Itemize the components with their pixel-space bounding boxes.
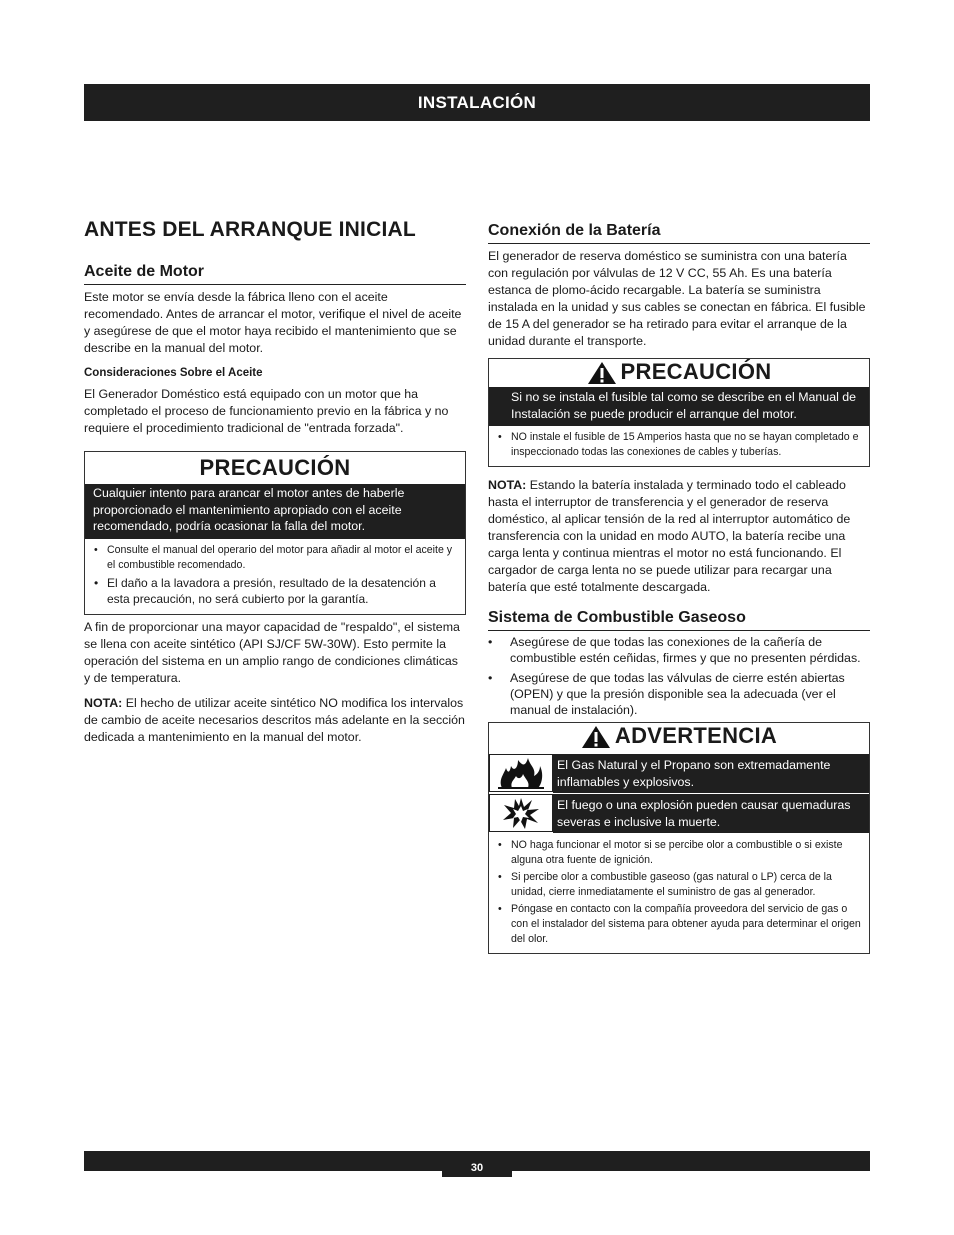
- hazard-row: [489, 753, 869, 793]
- list-item: • Asegúrese de que todas las conexiones de la cañería de combustible estén ceñidas, firmes y que no presenten pérdidas.: [488, 635, 861, 665]
- consideraciones-title: Consideraciones Sobre el Aceite: [84, 367, 263, 379]
- caution-header: [489, 359, 869, 387]
- nota-text: Estando la batería instalada y terminado todo el cableado hasta el interruptor de transferencia y el generador de reserva doméstico, al aplicar tensión de la red al interruptor automático de transferencia con la unidad en modo AUTO, la batería recibe una carga lenta y continua mientras el motor no está funcionando. El cargador de carga lenta no se puede utilizar para recargar una batería que esté totalmente descargada.: [488, 478, 851, 594]
- caution-title: PRECAUCIÓN: [620, 359, 772, 384]
- bateria-title: Conexión de la Batería: [488, 222, 870, 244]
- warning-header: [489, 723, 869, 753]
- warning-box-gas: [488, 722, 870, 954]
- combustible-list: [488, 634, 870, 718]
- caution-title: PRECAUCIÓN: [199, 455, 351, 480]
- fire-icon: [489, 754, 553, 792]
- section-header: [84, 84, 870, 121]
- caution-box-battery: [488, 358, 870, 467]
- bateria-text: El generador de reserva doméstico se suministra con una batería con regulación por válvulas de 12 V CC, 55 Ah. Es una batería estanca de plomo-ácido recargable. La batería se suministra instalada en la unidad y sus cables se conectan en fábrica. El fusible de 15 A del generador se ha retirado para evitar el arranque de la unidad durante el transporte.: [488, 249, 866, 348]
- warning-triangle-icon: [581, 725, 611, 749]
- nota-text: El hecho de utilizar aceite sintético NO modifica los intervalos de cambio de aceite necesarios descritos más adelante en la sección dedicada a mantenimiento en la manual del motor.: [84, 695, 465, 744]
- nota-label: NOTA:: [84, 695, 123, 710]
- warning-title: ADVERTENCIA: [614, 723, 778, 748]
- list-item: • Asegúrese de que todas las válvulas de cierre estén abiertas (OPEN) y que la presión disponible sea la adecuada (ver el manual de instalación).: [488, 671, 845, 717]
- list-item: • Consulte el manual del operario del motor para añadir al motor el aceite y el combustible recomendado.: [94, 543, 453, 571]
- page-number: 30: [442, 1155, 512, 1177]
- hazard-text: El fuego o una explosión pueden causar quemaduras severas e inclusive la muerte.: [553, 794, 869, 833]
- list-item: • Póngase en contacto con la compañía proveedora del servicio de gas o con el instalador del sistema para obtener ayuda para determinar el origen del olor.: [498, 903, 861, 945]
- nota-paragraph: [488, 477, 870, 596]
- list-item: • NO haga funcionar el motor si se percibe olor a combustible o si existe alguna otra fuente de ignición.: [498, 839, 843, 866]
- hazard-text: El Gas Natural y el Propano son extremadamente inflamables y explosivos.: [553, 754, 869, 793]
- caution-message: Cualquier intento para arancar el motor antes de haberle proporcionado el mantenimiento apropiado con el aceite recomendado, podría ocasionar la falla del motor.: [85, 484, 465, 539]
- aceite-text: Este motor se envía desde la fábrica lleno con el aceite recomendado. Antes de arrancar el motor, verifique el nivel de aceite y asegúrese de que el motor haya recibido el mantenimiento que se describe en la manual del motor.: [84, 290, 462, 355]
- nota-paragraph: [84, 695, 466, 746]
- list-item: • El daño a la lavadora a presión, resultado de la desatención a esta precaución, no será cubierto por la garantía.: [94, 575, 436, 606]
- list-item: • NO instale el fusible de 15 Amperios hasta que no se hayan completado e inspeccionado todas las conexiones de cables y tuberías.: [498, 431, 859, 458]
- warning-triangle-icon: [587, 361, 617, 385]
- right-column: [488, 222, 870, 954]
- caution-message: Si no se instala el fusible tal como se describe en el Manual de Instalación se puede producir el arranque del motor.: [489, 387, 869, 426]
- page-title: ANTES DEL ARRANQUE INICIAL: [84, 218, 416, 241]
- combustible-title: Sistema de Combustible Gaseoso: [488, 609, 870, 631]
- list-item: • Si percibe olor a combustible gaseoso (gas natural o LP) cerca de la unidad, cierre inmediatamente el suministro de gas al generador.: [498, 871, 832, 898]
- warning-list: [489, 833, 869, 953]
- explosion-icon: [489, 794, 553, 832]
- caution-box-oil: [84, 451, 466, 615]
- sintetico-text: A fin de proporcionar una mayor capacidad de "respaldo", el sistema se llena con aceite sintético (API SJ/CF 5W-30W). Esto permite la operación del sistema en un amplio rango de condiciones climáticas y de temperatura.: [84, 619, 460, 685]
- hazard-row: [489, 793, 869, 833]
- caution-list: [85, 539, 465, 614]
- aceite-title: Aceite de Motor: [84, 263, 466, 285]
- left-column: [84, 263, 466, 746]
- consideraciones-text: El Generador Doméstico está equipado con un motor que ha completado el proceso de funcionamiento previo en la fábrica y no requiere el procedimiento tradicional de "entrada forzada".: [84, 387, 449, 435]
- nota-label: NOTA:: [488, 478, 527, 492]
- caution-list: [489, 426, 869, 466]
- section-title: INSTALACIÓN: [417, 92, 537, 112]
